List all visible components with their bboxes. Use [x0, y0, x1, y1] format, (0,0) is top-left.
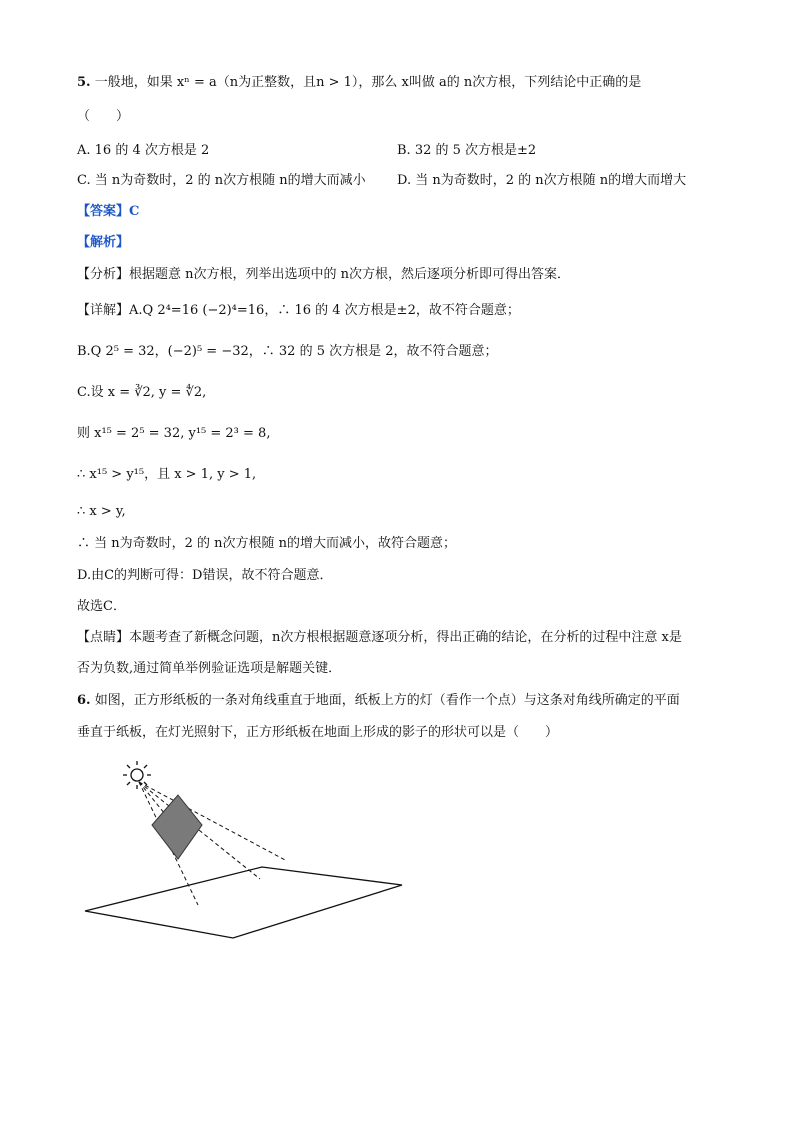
q5-dianjing-line2: 否为负数,通过简单举例验证选项是解题关键．	[77, 661, 342, 676]
q5-line-b: B.Q 2⁵ = 32，(−2)⁵ = −32，∴ 32 的 5 次方根是 2，故不符合题意；	[77, 344, 498, 359]
q6-stem-text: 如图，正方形纸板的一条对角线重直于地面，纸板上方的灯（看作一个点）与这条对角线所确定的平面	[94, 693, 680, 708]
q5-conclusion: 故选C．	[77, 599, 126, 614]
q5-xiangjie	[77, 302, 520, 320]
q5-fenxi	[77, 266, 570, 284]
q5-line-c4: ∴ x > y,	[77, 504, 126, 519]
q6-stem-line1	[77, 692, 680, 710]
q5-option-a: A. 16 的 4 次方根是 2	[77, 143, 210, 158]
q5-line-c2: 则 x¹⁵ = 2⁵ = 32, y¹⁵ = 2³ = 8,	[77, 426, 271, 441]
answer-tag: 【答案】	[77, 204, 130, 219]
q5-option-b: B. 32 的 5 次方根是±2	[397, 143, 537, 158]
lamp-icon	[123, 761, 151, 789]
fenxi-tag: 【分析】	[77, 267, 130, 282]
dianjing-tag: 【点睛】	[77, 630, 130, 645]
q5-answer	[77, 203, 139, 221]
xiangjie-line: A.Q 2⁴=16 (−2)⁴=16，∴ 16 的 4 次方根是±2，故不符合题意；	[129, 303, 520, 318]
analysis-tag: 【解析】	[77, 235, 130, 250]
ground-plane	[85, 867, 402, 938]
square-board	[152, 795, 202, 859]
xiangjie-tag: 【详解】	[77, 303, 130, 318]
q5-line-c5: ∴ 当 n为奇数时，2 的 n次方根随 n的增大而减小，故符合题意；	[77, 536, 457, 551]
q5-stem-text: 一般地，如果 xⁿ = a（n为正整数，且n > 1），那么 x叫做 a的 n次方根，下列结论中正确的是	[94, 75, 642, 90]
q6-number: 6.	[77, 693, 91, 708]
q6-stem-line2: 垂直于纸板，在灯光照射下，正方形纸板在地面上形成的影子的形状可以是（ ）	[77, 725, 559, 740]
q5-line-c1: C.设 x = ∛2, y = ∜2,	[77, 385, 207, 400]
q5-option-d: D. 当 n为奇数时，2 的 n次方根随 n的增大而增大	[397, 173, 687, 188]
q5-option-c: C. 当 n为奇数时，2 的 n次方根随 n的增大而减小	[77, 173, 366, 188]
q5-stem-line1	[77, 74, 641, 92]
q5-analysis-tag	[77, 234, 129, 252]
dianjing-text: 本题考查了新概念问题，n次方根根据题意逐项分析，得出正确的结论，在分析的过程中注意 x是	[129, 630, 682, 645]
q5-number: 5.	[77, 75, 91, 90]
q5-dianjing-line1	[77, 629, 682, 647]
answer-value: C	[129, 204, 140, 219]
fenxi-text: 根据题意 n次方根，列举出选项中的 n次方根，然后逐项分析即可得出答案．	[129, 267, 571, 282]
q5-line-d: D.由C的判断可得：D错误，故不符合题意．	[77, 568, 333, 583]
light-rays	[139, 782, 287, 905]
q5-line-c3: ∴ x¹⁵ > y¹⁵，且 x > 1, y > 1,	[77, 467, 257, 482]
q5-stem-line2: （ ）	[77, 109, 130, 124]
q6-figure	[70, 755, 410, 945]
